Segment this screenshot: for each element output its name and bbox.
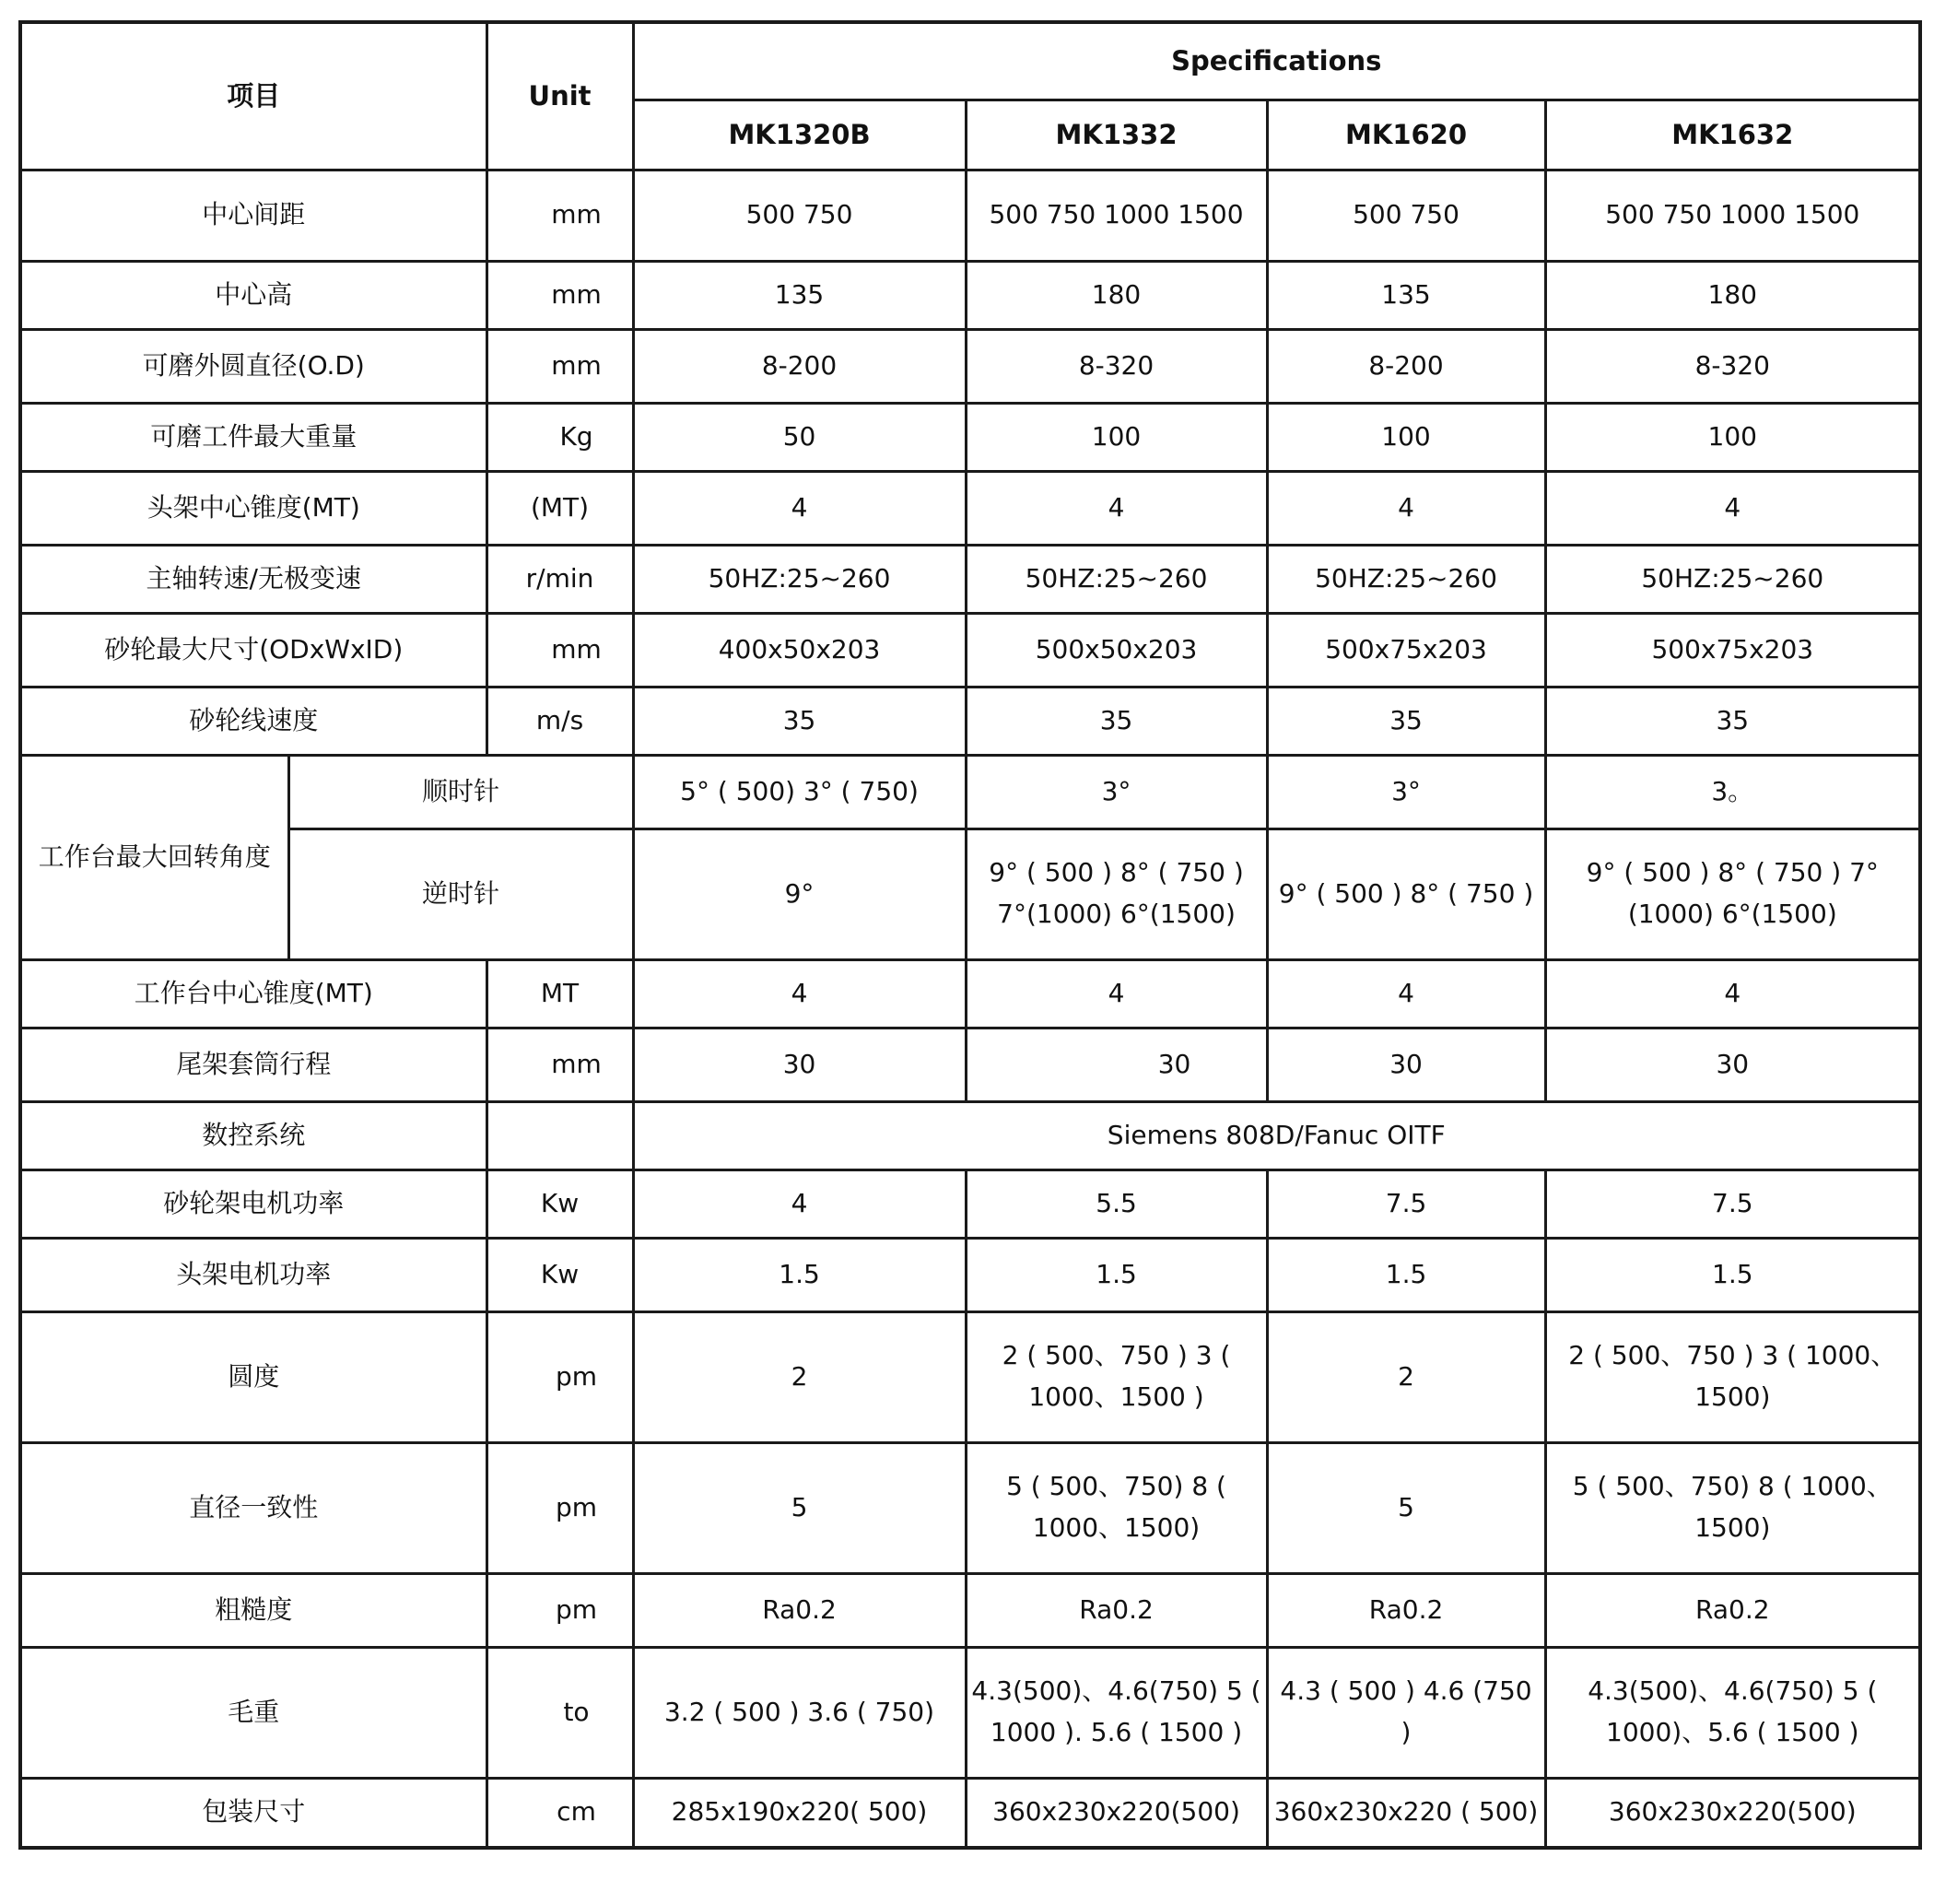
row-value: 4 — [1545, 959, 1920, 1028]
row-value: 9° ( 500 ) 8° ( 750 ) 7°(1000) 6°(1500) — [966, 829, 1267, 959]
row-value: 4 — [633, 959, 966, 1028]
row-unit: Kg — [486, 403, 633, 471]
row-value: 50 — [633, 403, 966, 471]
row-value: 8-200 — [633, 329, 966, 403]
table-row — [20, 403, 1920, 471]
row-item: 包装尺寸 — [20, 1778, 486, 1848]
spec-table — [18, 20, 1922, 1850]
row-unit: m/s — [486, 687, 633, 755]
row-value: 500x75x203 — [1267, 613, 1545, 687]
row-item: 粗糙度 — [20, 1573, 486, 1647]
row-value: 500x75x203 — [1545, 613, 1920, 687]
row-item: 砂轮线速度 — [20, 687, 486, 755]
row-value: 500 750 1000 1500 — [1545, 170, 1920, 261]
row-value: 7.5 — [1545, 1169, 1920, 1238]
table-row-rotation-clockwise — [20, 755, 1920, 829]
table-row-cnc — [20, 1101, 1920, 1169]
header-item: 项目 — [20, 22, 486, 170]
row-value: 50HZ:25~260 — [966, 545, 1267, 613]
row-value: 180 — [966, 261, 1267, 329]
row-item: 圆度 — [20, 1311, 486, 1442]
row-value: 4 — [633, 1169, 966, 1238]
table-row — [20, 1169, 1920, 1238]
table-row — [20, 261, 1920, 329]
header-unit: Unit — [486, 22, 633, 170]
row-value: 4 — [1545, 471, 1920, 545]
header-model: MK1632 — [1545, 100, 1920, 170]
row-unit: mm — [486, 1028, 633, 1101]
row-value: 360x230x220 ( 500) — [1267, 1778, 1545, 1848]
header-model: MK1332 — [966, 100, 1267, 170]
row-value: 500 750 — [633, 170, 966, 261]
header-row-1 — [20, 22, 1920, 100]
row-value: 50HZ:25~260 — [633, 545, 966, 613]
row-value: 500x50x203 — [966, 613, 1267, 687]
row-item: 砂轮架电机功率 — [20, 1169, 486, 1238]
row-value: 9° ( 500 ) 8° ( 750 ) — [1267, 829, 1545, 959]
row-value: 5 — [633, 1442, 966, 1573]
header-model: MK1620 — [1267, 100, 1545, 170]
row-value: 1.5 — [1267, 1238, 1545, 1311]
row-item: 中心间距 — [20, 170, 486, 261]
row-value: 4 — [966, 471, 1267, 545]
row-value: 30 — [633, 1028, 966, 1101]
table-row — [20, 329, 1920, 403]
row-value: 4 — [966, 959, 1267, 1028]
row-item: 头架电机功率 — [20, 1238, 486, 1311]
cnc-value: Siemens 808D/Fanuc OITF — [633, 1101, 1920, 1169]
row-value: 7.5 — [1267, 1169, 1545, 1238]
row-value: 5 ( 500、750) 8 ( 1000、1500) — [966, 1442, 1267, 1573]
row-value: 5.5 — [966, 1169, 1267, 1238]
row-item: 主轴转速/无极变速 — [20, 545, 486, 613]
header-model: MK1320B — [633, 100, 966, 170]
row-value: 30 — [966, 1028, 1267, 1101]
row-value: Ra0.2 — [633, 1573, 966, 1647]
row-item: 毛重 — [20, 1647, 486, 1778]
table-row-rotation-counter — [20, 829, 1920, 959]
rotation-clockwise-label: 顺时针 — [288, 755, 633, 829]
row-item: 工作台中心锥度(MT) — [20, 959, 486, 1028]
row-unit: Kw — [486, 1169, 633, 1238]
row-unit: mm — [486, 170, 633, 261]
table-row — [20, 959, 1920, 1028]
row-value: 35 — [1267, 687, 1545, 755]
row-unit: MT — [486, 959, 633, 1028]
row-value: 2 ( 500、750 ) 3 ( 1000、1500 ) — [966, 1311, 1267, 1442]
row-item: 尾架套筒行程 — [20, 1028, 486, 1101]
row-value: 2 — [1267, 1311, 1545, 1442]
row-value: 35 — [633, 687, 966, 755]
row-item: 砂轮最大尺寸(ODxWxID) — [20, 613, 486, 687]
row-value: Ra0.2 — [1545, 1573, 1920, 1647]
row-value: 2 ( 500、750 ) 3 ( 1000、1500) — [1545, 1311, 1920, 1442]
row-unit: mm — [486, 261, 633, 329]
row-value: 2 — [633, 1311, 966, 1442]
row-value: 4.3 ( 500 ) 4.6 (750 ) — [1267, 1647, 1545, 1778]
row-value: 500 750 1000 1500 — [966, 170, 1267, 261]
row-value: 50HZ:25~260 — [1267, 545, 1545, 613]
row-value: 180 — [1545, 261, 1920, 329]
row-unit: pm — [486, 1311, 633, 1442]
table-row — [20, 613, 1920, 687]
rotation-counter-label: 逆时针 — [288, 829, 633, 959]
row-value: 35 — [966, 687, 1267, 755]
table-row — [20, 1028, 1920, 1101]
row-value: 285x190x220( 500) — [633, 1778, 966, 1848]
row-value: 50HZ:25~260 — [1545, 545, 1920, 613]
row-value: 3.2 ( 500 ) 3.6 ( 750) — [633, 1647, 966, 1778]
row-unit: cm — [486, 1778, 633, 1848]
row-value: 100 — [966, 403, 1267, 471]
row-unit: r/min — [486, 545, 633, 613]
row-unit: Kw — [486, 1238, 633, 1311]
row-value: 9° ( 500 ) 8° ( 750 ) 7°(1000) 6°(1500) — [1545, 829, 1920, 959]
row-value: 4 — [1267, 471, 1545, 545]
row-value: 30 — [1545, 1028, 1920, 1101]
table-row — [20, 1573, 1920, 1647]
row-value: 4.3(500)、4.6(750) 5 ( 1000)、5.6 ( 1500 ) — [1545, 1647, 1920, 1778]
row-unit: mm — [486, 329, 633, 403]
row-value: 8-320 — [1545, 329, 1920, 403]
row-value: 1.5 — [1545, 1238, 1920, 1311]
row-value: 4.3(500)、4.6(750) 5 ( 1000 ). 5.6 ( 1500 ) — [966, 1647, 1267, 1778]
row-value: 30 — [1267, 1028, 1545, 1101]
row-value: 3° — [1267, 755, 1545, 829]
table-row — [20, 1647, 1920, 1778]
row-value: Ra0.2 — [1267, 1573, 1545, 1647]
row-item: 直径一致性 — [20, 1442, 486, 1573]
row-unit: (MT) — [486, 471, 633, 545]
row-value: 135 — [1267, 261, 1545, 329]
table-row — [20, 545, 1920, 613]
header-specifications: Specifications — [633, 22, 1920, 100]
row-item: 数控系统 — [20, 1101, 486, 1169]
table-row — [20, 1311, 1920, 1442]
table-row — [20, 687, 1920, 755]
table-row — [20, 1778, 1920, 1848]
row-value: 100 — [1267, 403, 1545, 471]
row-value: 3。 — [1545, 755, 1920, 829]
row-value: 8-320 — [966, 329, 1267, 403]
row-unit: to — [486, 1647, 633, 1778]
table-row — [20, 170, 1920, 261]
row-value: 9° — [633, 829, 966, 959]
row-value: 3° — [966, 755, 1267, 829]
row-value: 360x230x220(500) — [1545, 1778, 1920, 1848]
row-value: 500 750 — [1267, 170, 1545, 261]
row-value: 100 — [1545, 403, 1920, 471]
row-item: 头架中心锥度(MT) — [20, 471, 486, 545]
row-unit: mm — [486, 613, 633, 687]
row-value: 135 — [633, 261, 966, 329]
row-item: 可磨外圆直径(O.D) — [20, 329, 486, 403]
rotation-item: 工作台最大回转角度 — [20, 755, 288, 959]
spec-table-wrapper — [18, 20, 1918, 1850]
row-unit: pm — [486, 1573, 633, 1647]
row-value: 5 — [1267, 1442, 1545, 1573]
row-item: 可磨工件最大重量 — [20, 403, 486, 471]
table-row — [20, 1442, 1920, 1573]
row-unit: pm — [486, 1442, 633, 1573]
row-value: 5° ( 500) 3° ( 750) — [633, 755, 966, 829]
row-value: 4 — [1267, 959, 1545, 1028]
row-value: 8-200 — [1267, 329, 1545, 403]
row-unit — [486, 1101, 633, 1169]
row-item: 中心高 — [20, 261, 486, 329]
table-row — [20, 471, 1920, 545]
row-value: 360x230x220(500) — [966, 1778, 1267, 1848]
row-value: 35 — [1545, 687, 1920, 755]
row-value: 4 — [633, 471, 966, 545]
table-row — [20, 1238, 1920, 1311]
row-value: Ra0.2 — [966, 1573, 1267, 1647]
row-value: 1.5 — [633, 1238, 966, 1311]
row-value: 5 ( 500、750) 8 ( 1000、1500) — [1545, 1442, 1920, 1573]
row-value: 400x50x203 — [633, 613, 966, 687]
row-value: 1.5 — [966, 1238, 1267, 1311]
